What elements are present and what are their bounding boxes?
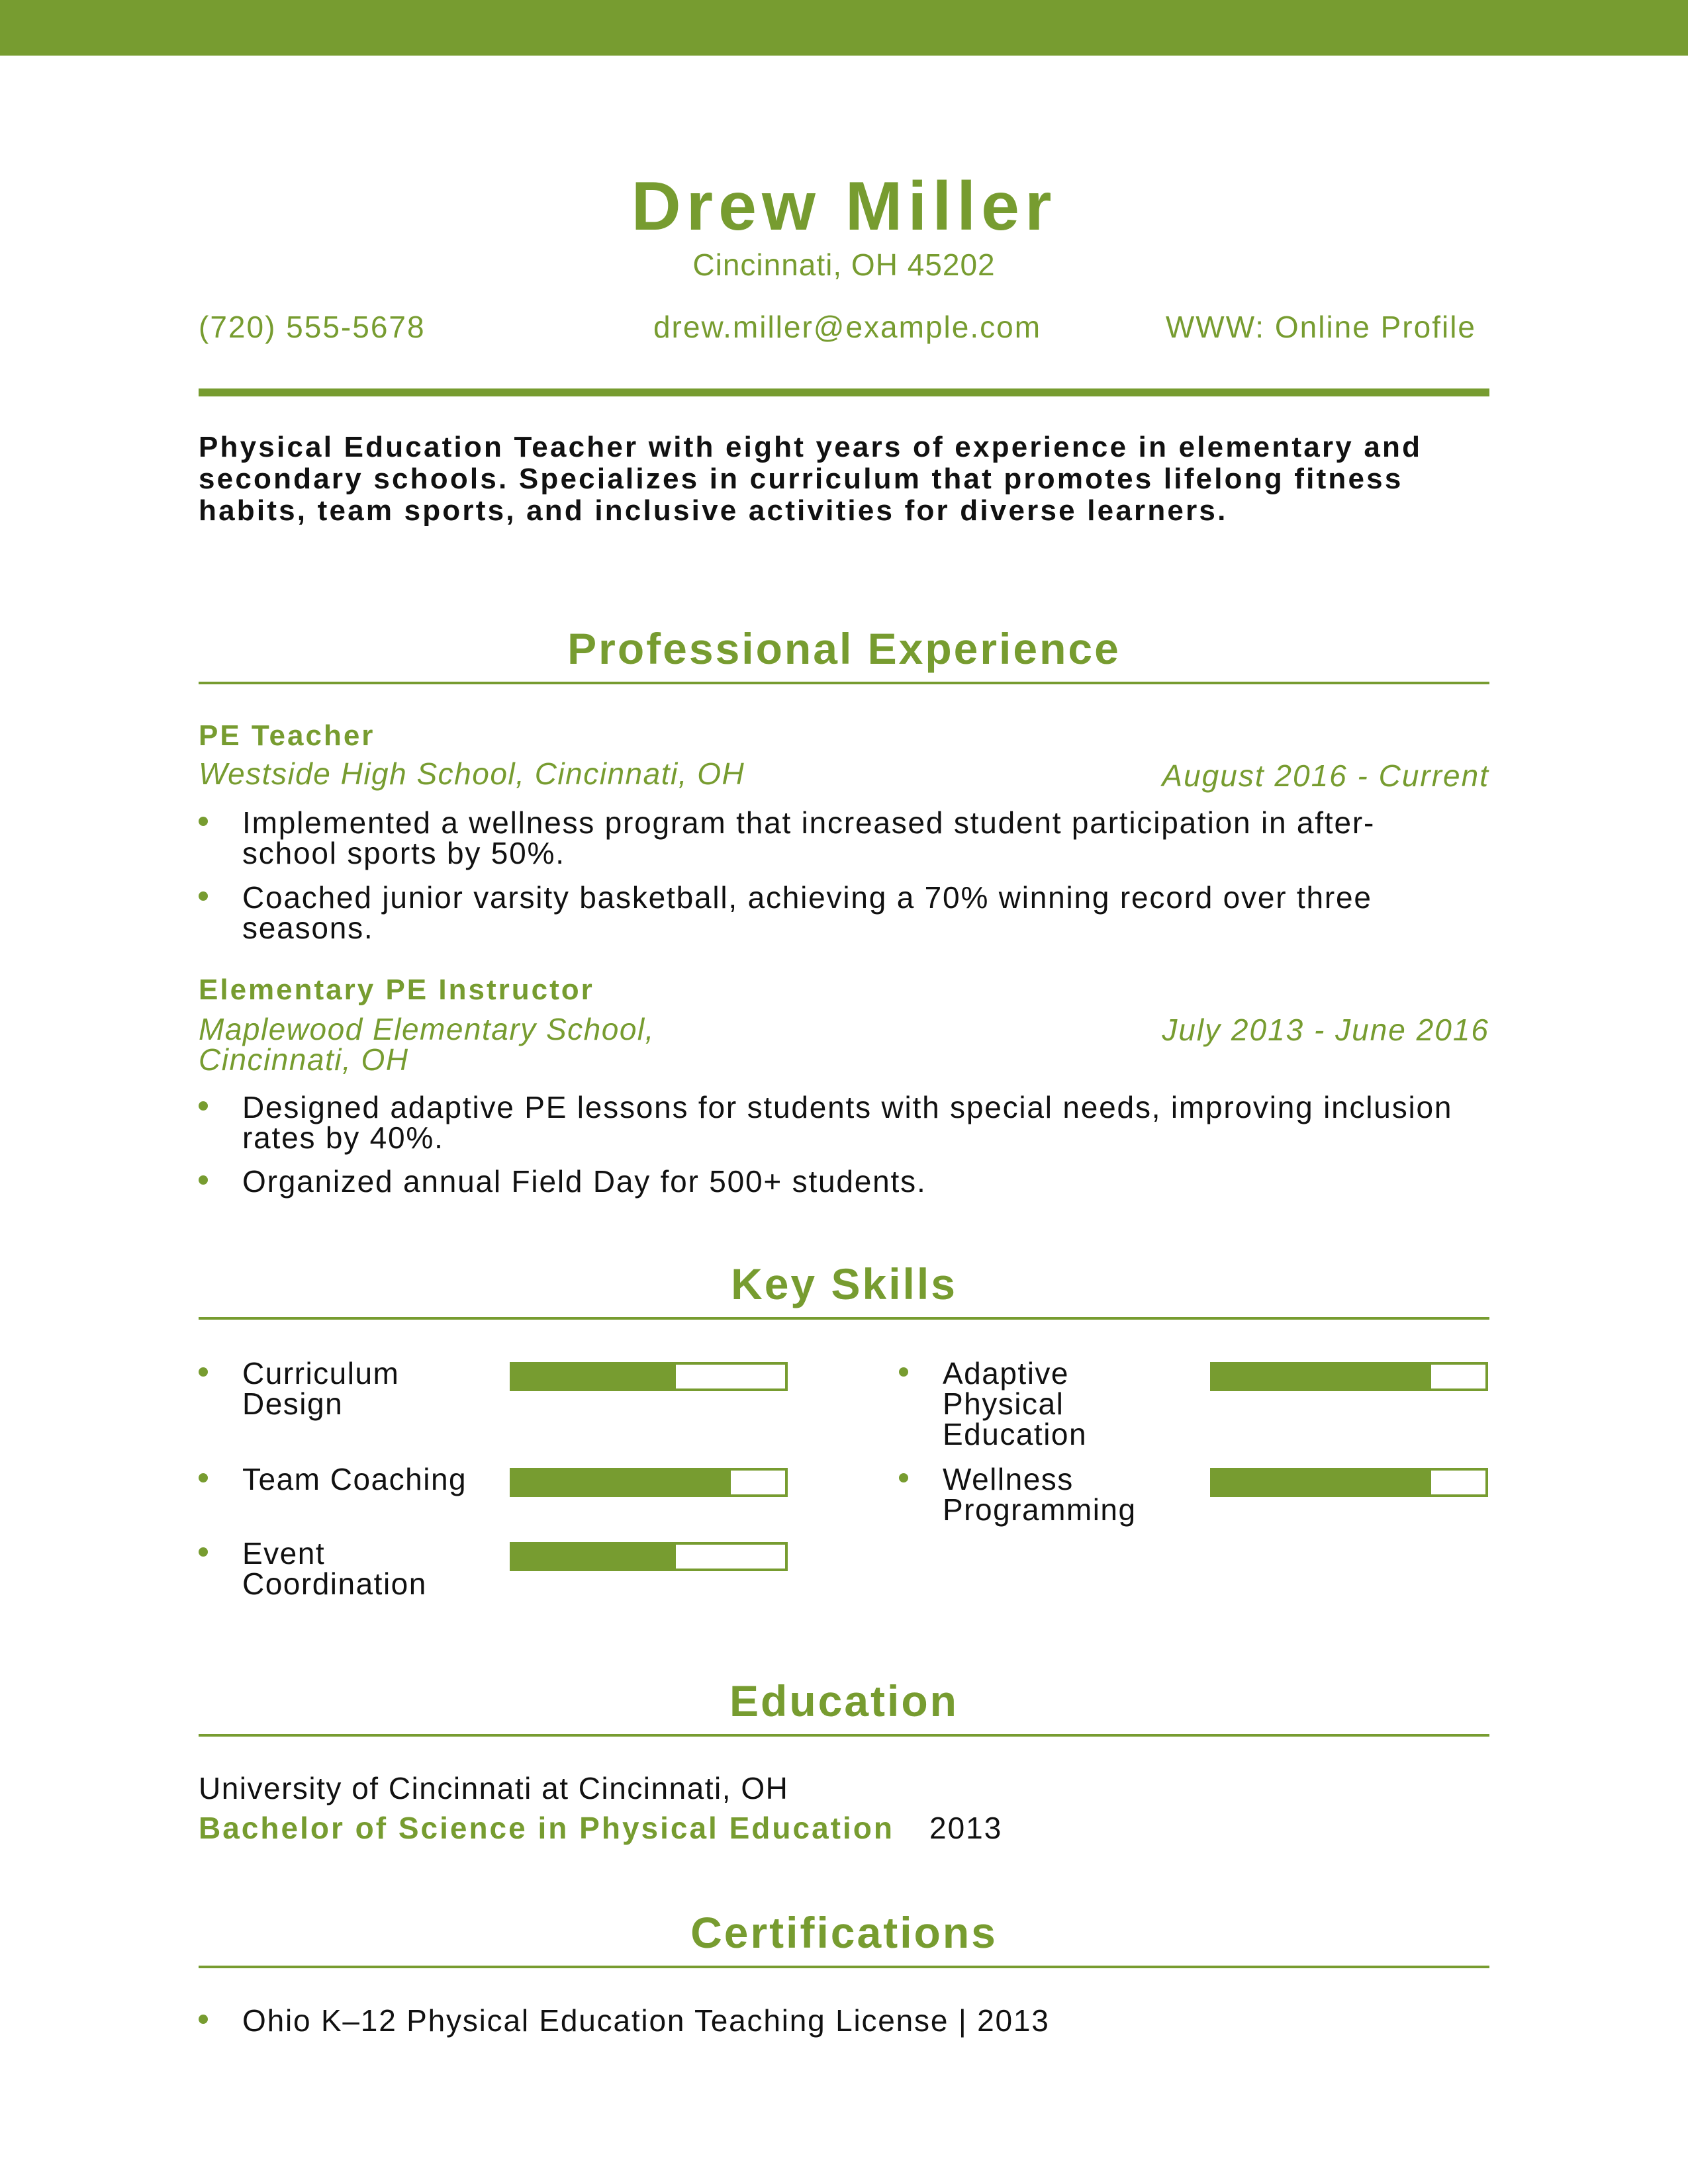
skill-name: Team Coaching [242,1462,467,1496]
section-divider [199,1734,1489,1737]
address: Cincinnati, OH 45202 [692,248,996,282]
job-dates: July 2013 - June 2016 [1162,1013,1489,1047]
list-item [199,882,1489,943]
bullet-icon [199,817,208,826]
skill-rating-bar [510,1468,788,1497]
list-item [199,2005,1489,2036]
section-divider [199,1317,1489,1320]
list-item [199,1166,1489,1197]
section-title-certifications: Certifications [690,1908,998,1957]
skill-item [199,1538,821,1631]
bullet-icon [199,2015,208,2024]
graduation-year: 2013 [929,1811,1003,1845]
skill-rating-fill [1213,1365,1431,1388]
section-title-education: Education [729,1676,959,1725]
school-name: University of Cincinnati at Cincinnati, OH [199,1771,789,1805]
job-employer: Westside High School, Cincinnati, OH [199,756,745,791]
list-item [199,1092,1489,1153]
skill-rating-bar [1210,1362,1488,1391]
phone: (720) 555-5678 [199,310,426,344]
skill-rating-fill [1213,1471,1431,1494]
section-title-skills: Key Skills [731,1259,957,1308]
website-link[interactable]: WWW: Online Profile [1165,310,1476,344]
skill-rating-fill [512,1471,731,1494]
bullet-text: Organized annual Field Day for 500+ students. [242,1164,927,1199]
header-divider [199,388,1489,396]
section-title-experience: Professional Experience [567,624,1121,673]
top-accent-bar [0,0,1688,56]
skill-item [899,1464,1521,1557]
job-employer: Maplewood Elementary School, Cincinnati, OH [199,1012,655,1077]
certification-text: Ohio K–12 Physical Education Teaching License | 2013 [242,2003,1050,2038]
skill-rating-fill [512,1545,676,1569]
skill-rating-bar [510,1542,788,1571]
skill-name: Adaptive Physical Education [943,1356,1088,1451]
bullet-text: Implemented a wellness program that increased student participation in after-school sports by 50%. [242,805,1376,870]
bullet-icon [199,1367,208,1377]
bullet-icon [899,1473,908,1482]
bullet-text: Coached junior varsity basketball, achieving a 70% winning record over three seasons. [242,880,1372,945]
skill-name: Curriculum Design [242,1356,400,1421]
skill-name: Event Coordination [242,1536,427,1601]
bullet-icon [199,891,208,901]
job-title: PE Teacher [199,719,375,752]
section-divider [199,682,1489,684]
bullet-text: Designed adaptive PE lessons for students with special needs, improving inclusion rates by 40%. [242,1090,1453,1155]
skill-rating-fill [512,1365,676,1388]
bullet-icon [199,1473,208,1482]
job-dates: August 2016 - Current [1162,758,1489,793]
list-item [199,807,1489,868]
skill-name: Wellness Programming [943,1462,1137,1527]
skill-item [199,1358,821,1451]
candidate-name: Drew Miller [631,168,1057,245]
bullet-icon [899,1367,908,1377]
email-link[interactable]: drew.miller@example.com [653,310,1042,344]
skill-rating-bar [1210,1468,1488,1497]
section-divider [199,1966,1489,1968]
skill-rating-bar [510,1362,788,1391]
job-title: Elementary PE Instructor [199,974,594,1006]
degree-name: Bachelor of Science in Physical Education [199,1811,894,1845]
professional-summary: Physical Education Teacher with eight years of experience in elementary and secondary schools. Specializes in curriculum that promotes lifelong fitness habits, team sports, and inclusive activities for diverse learners. [199,431,1423,527]
skill-item [899,1358,1521,1451]
bullet-icon [199,1175,208,1185]
bullet-icon [199,1547,208,1557]
bullet-icon [199,1101,208,1111]
